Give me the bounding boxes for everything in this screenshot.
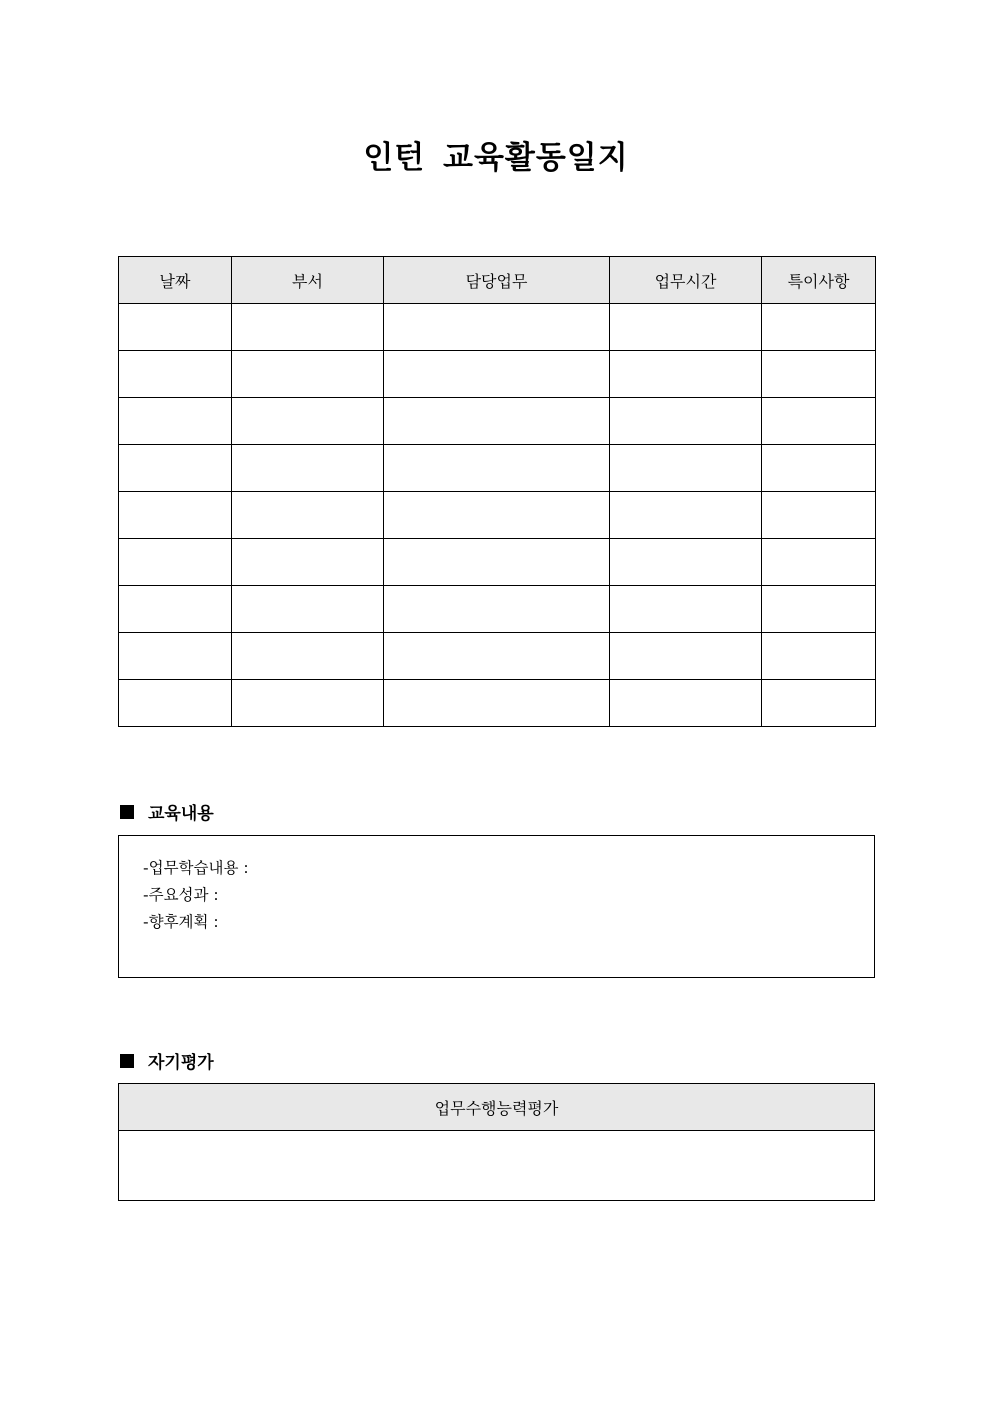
duty-cell[interactable]: [384, 680, 610, 727]
column-header-remarks: 특이사항: [762, 257, 876, 304]
activity-table: [118, 256, 876, 727]
date-cell[interactable]: [119, 304, 232, 351]
duty-cell[interactable]: [384, 398, 610, 445]
department-cell[interactable]: [232, 586, 384, 633]
date-cell[interactable]: [119, 633, 232, 680]
remarks-cell[interactable]: [762, 680, 876, 727]
column-header-performance-eval: 업무수행능력평가: [119, 1084, 875, 1131]
date-cell[interactable]: [119, 398, 232, 445]
remarks-cell[interactable]: [762, 586, 876, 633]
department-cell[interactable]: [232, 539, 384, 586]
eval-header-row: [119, 1084, 875, 1131]
duty-cell[interactable]: [384, 351, 610, 398]
department-cell[interactable]: [232, 492, 384, 539]
remarks-cell[interactable]: [762, 445, 876, 492]
table-row: [119, 351, 876, 398]
date-cell[interactable]: [119, 586, 232, 633]
department-cell[interactable]: [232, 680, 384, 727]
department-cell[interactable]: [232, 304, 384, 351]
remarks-cell[interactable]: [762, 633, 876, 680]
education-section-title: 교육내용: [148, 804, 214, 824]
eval-row: [119, 1131, 875, 1201]
work-hours-cell[interactable]: [610, 492, 762, 539]
work-hours-cell[interactable]: [610, 445, 762, 492]
column-header-duty: 담당업무: [384, 257, 610, 304]
future-plan-line: -향후계획 :: [143, 913, 219, 931]
remarks-cell[interactable]: [762, 398, 876, 445]
table-row: [119, 445, 876, 492]
self-eval-table: [118, 1083, 875, 1201]
table-header-row: [119, 257, 876, 304]
date-cell[interactable]: [119, 445, 232, 492]
duty-cell[interactable]: [384, 304, 610, 351]
black-square-icon: [120, 1054, 134, 1068]
self-eval-section-title: 자기평가: [148, 1053, 214, 1073]
date-cell[interactable]: [119, 539, 232, 586]
duty-cell[interactable]: [384, 445, 610, 492]
main-results-line: -주요성과 :: [143, 886, 219, 904]
table-row: [119, 398, 876, 445]
table-row: [119, 492, 876, 539]
education-section-heading: [118, 799, 214, 824]
work-hours-cell[interactable]: [610, 539, 762, 586]
work-hours-cell[interactable]: [610, 351, 762, 398]
table-row: [119, 586, 876, 633]
document-title: 인턴 교육활동일지: [363, 140, 629, 176]
remarks-cell[interactable]: [762, 492, 876, 539]
table-row: [119, 633, 876, 680]
education-content-box[interactable]: [118, 835, 875, 978]
table-row: [119, 680, 876, 727]
date-cell[interactable]: [119, 680, 232, 727]
column-header-department: 부서: [232, 257, 384, 304]
column-header-work-hours: 업무시간: [610, 257, 762, 304]
column-header-date: 날짜: [119, 257, 232, 304]
self-eval-section-heading: [118, 1048, 214, 1073]
duty-cell[interactable]: [384, 539, 610, 586]
work-hours-cell[interactable]: [610, 586, 762, 633]
table-row: [119, 539, 876, 586]
duty-cell[interactable]: [384, 492, 610, 539]
department-cell[interactable]: [232, 633, 384, 680]
duty-cell[interactable]: [384, 586, 610, 633]
work-hours-cell[interactable]: [610, 304, 762, 351]
work-hours-cell[interactable]: [610, 680, 762, 727]
department-cell[interactable]: [232, 445, 384, 492]
department-cell[interactable]: [232, 351, 384, 398]
date-cell[interactable]: [119, 351, 232, 398]
table-row: [119, 304, 876, 351]
work-hours-cell[interactable]: [610, 633, 762, 680]
duty-cell[interactable]: [384, 633, 610, 680]
performance-eval-cell[interactable]: [119, 1131, 875, 1201]
remarks-cell[interactable]: [762, 351, 876, 398]
remarks-cell[interactable]: [762, 539, 876, 586]
remarks-cell[interactable]: [762, 304, 876, 351]
date-cell[interactable]: [119, 492, 232, 539]
work-learning-line: -업무학습내용 :: [143, 859, 249, 877]
department-cell[interactable]: [232, 398, 384, 445]
black-square-icon: [120, 805, 134, 819]
work-hours-cell[interactable]: [610, 398, 762, 445]
